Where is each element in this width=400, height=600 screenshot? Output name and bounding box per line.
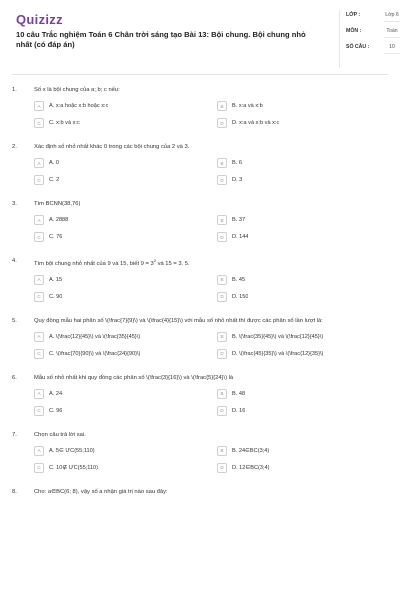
option-d[interactable] [217,118,400,128]
worksheet-meta [346,12,400,60]
option-c[interactable] [34,118,217,128]
option-grid [34,101,388,128]
option-d[interactable] [217,232,400,242]
option-d[interactable] [217,349,400,359]
option-letter-box: C [34,406,44,416]
option-text: A. 2888 [49,217,69,223]
option-d[interactable] [217,463,400,473]
question-6 [12,374,388,416]
quizizz-logo: Quizizz [16,12,63,27]
option-letter-box: B [217,158,227,168]
meta-row-count [346,44,400,54]
option-letter-box: C [34,292,44,302]
option-text: D. 144 [232,234,249,240]
option-a[interactable] [34,215,217,225]
option-text: D. 3 [232,177,243,183]
option-text: B. \(\frac{35}{45}\) và \(\frac{12}{45}\) [232,333,324,340]
option-grid [34,275,388,302]
meta-label: LỚP : [346,12,361,18]
option-letter-box: D [217,349,227,359]
option-letter-box: A [34,215,44,225]
option-letter-box: A [34,389,44,399]
option-c[interactable] [34,463,217,473]
question-text-part: Tìm bội chung nhỏ nhất của 9 và 15, biết 9 = 3 [34,260,154,267]
exponent: 2 [153,258,156,263]
question-text: Mẫu số nhỏ nhất khi quy đồng các phân số \(\frac{3}{16}\) và \(\frac{5}{24}\) là [34,374,234,381]
option-a[interactable] [34,158,217,168]
option-letter-box: D [217,292,227,302]
option-text: A. x:a hoặc x:b hoặc x:c [49,103,109,109]
question-number: 8. [12,488,17,495]
question-number: 7. [12,431,17,438]
option-text: D. 16 [232,407,246,414]
question-list [12,86,388,511]
question-8 [12,488,388,496]
header-divider [339,10,340,68]
question-text: Cho: a∈BC(6; 8), vậy số a nhận giá trị nào sau đây: [34,488,168,495]
meta-value: Toán [384,28,400,38]
option-text: A. \(\frac{12}{45}\) và \(\frac{35}{45}\) [49,333,141,340]
option-letter-box: A [34,158,44,168]
question-number: 2. [12,144,17,150]
option-text: A. 24 [49,390,63,397]
worksheet-title: 10 câu Trắc nghiệm Toán 6 Chân trời sáng tạo Bài 13: Bội chung. Bội chung nhỏ nhất (có đáp án) [16,30,306,49]
option-text: B. 37 [232,217,246,223]
option-grid [34,389,388,416]
question-5 [12,317,388,359]
question-2 [12,143,388,185]
option-text: A. 5∈ ƯC(55;110) [49,447,95,454]
question-1 [12,86,388,128]
option-text: D. \(\frac{45}{35}\) và \(\frac{12}{35}\) [232,350,324,357]
option-letter-box: A [34,446,44,456]
worksheet-header [12,0,399,75]
option-text: C. 96 [49,407,63,414]
option-text: B. 6 [232,160,242,166]
question-text: Chọn câu trả lời sai. [34,431,86,438]
option-a[interactable] [34,446,217,456]
option-letter-box: D [217,232,227,242]
meta-row-subject [346,28,400,38]
option-letter-box: C [34,232,44,242]
option-text: A. 0 [49,160,59,166]
option-grid [34,332,388,359]
option-letter-box: D [217,463,227,473]
option-b[interactable] [217,275,400,285]
option-letter-box: B [217,275,227,285]
question-text: Tìm BCNN(38,76) [34,201,81,207]
option-b[interactable] [217,215,400,225]
option-grid [34,215,388,242]
option-letter-box: B [217,215,227,225]
question-text: Xác định số nhỏ nhất khác 0 trong các bội chung của 2 và 3. [34,144,190,150]
question-number: 5. [12,317,17,324]
question-text: Số x là bội chung của a; b; c nếu: [34,87,120,93]
option-text: C. \(\frac{70}{90}\) và \(\frac{24}{90}\) [49,350,141,357]
question-number: 1. [12,87,17,93]
option-c[interactable] [34,406,217,416]
option-letter-box: B [217,389,227,399]
meta-value: Lớp 6 [384,12,400,22]
option-letter-box: B [217,101,227,111]
option-text: D. 12∈BC(3;4) [232,464,270,471]
question-number: 3. [12,201,17,207]
option-letter-box: C [34,175,44,185]
option-letter-box: C [34,118,44,128]
question-text-part: và 15 = 3. 5. [155,260,190,267]
option-letter-box: D [217,118,227,128]
option-c[interactable] [34,175,217,185]
option-text: D. 150 [232,293,249,300]
question-3 [12,200,388,242]
question-text: Quy đồng mẫu hai phân số \(\frac{7}{9}\) và \(\frac{4}{15}\) với mẫu số nhỏ nhất thì được các phân số lần lượt là: [34,317,323,324]
option-c[interactable] [34,292,217,302]
option-b[interactable] [217,101,400,111]
option-d[interactable] [217,175,400,185]
option-letter-box: A [34,101,44,111]
question-number: 4. [12,258,17,264]
option-text: C. x:b và x:c [49,120,80,126]
option-d[interactable] [217,406,400,416]
option-text: D. x:a và x:b và x:c [232,120,280,126]
option-letter-box: C [34,349,44,359]
option-a[interactable] [34,275,217,285]
option-text: B. 45 [232,276,246,283]
option-a[interactable] [34,389,217,399]
option-text: C. 76 [49,234,63,240]
option-text: A. 15 [49,276,63,283]
question-4 [12,257,388,302]
option-letter-box: D [217,406,227,416]
question-7 [12,431,388,473]
option-grid [34,158,388,185]
option-b[interactable] [217,332,400,342]
option-text: B. x:a và x:b [232,103,263,109]
option-text: B. 48 [232,390,246,397]
meta-label: SỐ CÂU : [346,44,370,50]
meta-label: MÔN : [346,28,362,34]
option-text: B. 24∈BC(3;4) [232,447,270,454]
option-b[interactable] [217,389,400,399]
option-text: C. 90 [49,293,63,300]
option-text: C. 10∉ ƯC(55;110) [49,464,99,471]
option-text: C. 2 [49,177,60,183]
meta-value: 10 [384,44,400,54]
meta-row-grade [346,12,400,22]
option-c[interactable] [34,232,217,242]
option-letter-box: D [217,175,227,185]
option-b[interactable] [217,446,400,456]
option-letter-box: A [34,332,44,342]
option-b[interactable] [217,158,400,168]
option-letter-box: B [217,446,227,456]
option-c[interactable] [34,349,217,359]
option-a[interactable] [34,332,217,342]
option-letter-box: A [34,275,44,285]
option-letter-box: B [217,332,227,342]
question-text [34,257,388,268]
option-grid [34,446,388,473]
option-d[interactable] [217,292,400,302]
option-letter-box: C [34,463,44,473]
option-a[interactable] [34,101,217,111]
question-number: 6. [12,374,17,381]
